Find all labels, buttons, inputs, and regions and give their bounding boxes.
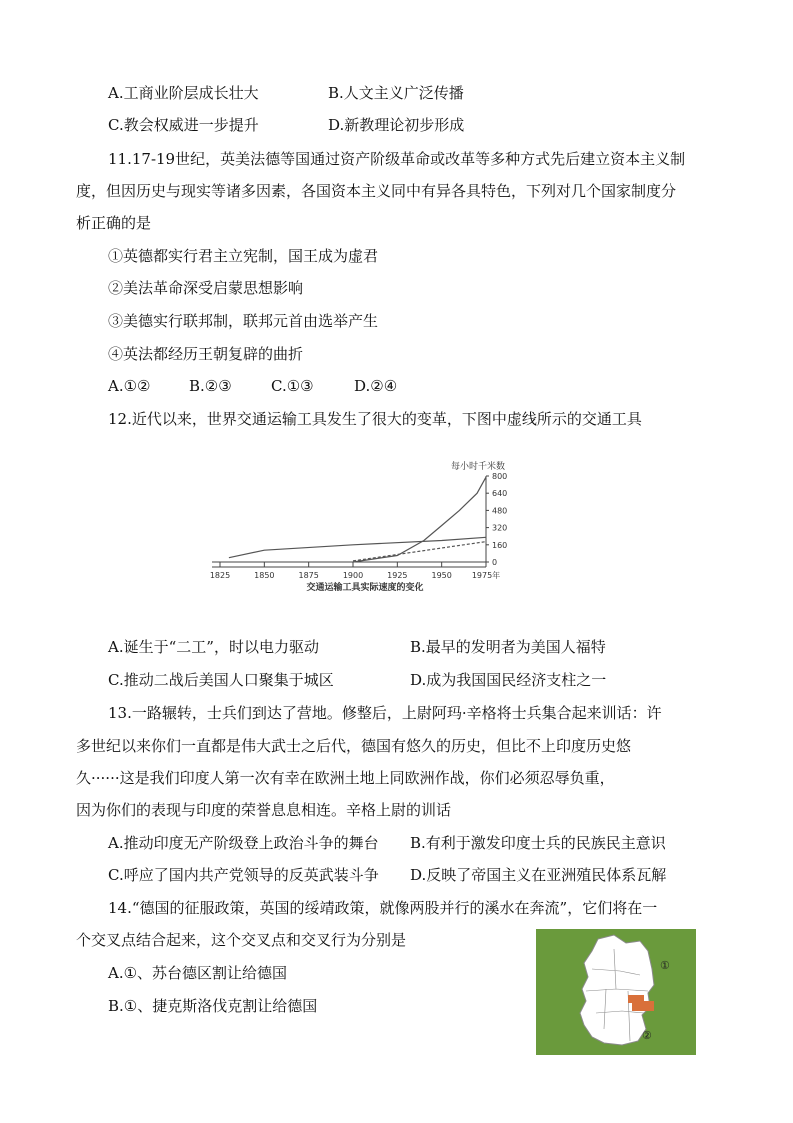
q13-option-b: B.有利于激发印度士兵的民族民主意识 bbox=[410, 834, 666, 852]
q12-stem: 12.近代以来，世界交通运输工具发生了很大的变革，下图中虚线所示的交通工具 bbox=[108, 410, 642, 428]
q11-item-1: ①英德都实行君主立宪制，国王成为虚君 bbox=[108, 247, 379, 265]
chart-y-ticks bbox=[486, 472, 507, 567]
q11-item-3: ③美德实行联邦制，联邦元首由选举产生 bbox=[108, 312, 379, 330]
q13-option-d: D.反映了帝国主义在亚洲殖民体系瓦解 bbox=[410, 866, 667, 884]
q13-stem-line-2: 多世纪以来你们一直都是伟大武士之后代，德国有悠久的历史，但比不上印度历史悠 bbox=[76, 737, 632, 755]
q13-option-c: C.呼应了国内共产党领导的反英武装斗争 bbox=[108, 866, 379, 884]
q11-option-c: C.①③ bbox=[271, 377, 314, 395]
q14-option-a: A.①、苏台德区割让给德国 bbox=[108, 964, 288, 982]
chart-x-tick-label: 1975年 bbox=[471, 571, 501, 580]
map-label-2: ② bbox=[642, 1029, 652, 1042]
chart-y-tick-label: 160 bbox=[492, 540, 508, 550]
chart-series-line-2 bbox=[353, 477, 486, 562]
chart-x-tick-label: 1925 bbox=[387, 571, 408, 580]
chart-ylabel: 每小时千米数 bbox=[450, 462, 506, 472]
q12-option-c: C.推动二战后美国人口聚集于城区 bbox=[108, 671, 334, 689]
q11-stem-line-1: 11.17-19世纪，英美法德等国通过资产阶级革命或改革等多种方式先后建立资本主义制 bbox=[108, 150, 686, 168]
chart-y-tick-label: 320 bbox=[492, 523, 508, 533]
q14-stem-line-1: 14.“德国的征服政策，英国的绥靖政策，就像两股并行的溪水在奔流”，它们将在一 bbox=[108, 899, 658, 917]
map-label-1: ① bbox=[660, 959, 670, 972]
q12-option-d: D.成为我国国民经济支柱之一 bbox=[410, 671, 607, 689]
q14-stem-line-2: 个交叉点结合起来，这个交叉点和交叉行为分别是 bbox=[76, 931, 407, 949]
germany-map bbox=[536, 929, 696, 1055]
chart-series-dashed bbox=[353, 542, 486, 561]
chart-x-tick-label: 1950 bbox=[431, 571, 452, 580]
chart-axes bbox=[212, 476, 486, 567]
q10-option-c: C.教会权威进一步提升 bbox=[108, 116, 259, 134]
chart-x-tick-label: 1825 bbox=[209, 571, 231, 580]
q12-option-b: B.最早的发明者为美国人福特 bbox=[410, 638, 606, 656]
q11-option-b: B.②③ bbox=[189, 377, 232, 395]
q10-option-b: B.人文主义广泛传播 bbox=[328, 84, 464, 102]
chart-series bbox=[229, 477, 486, 562]
q11-stem-line-2: 度，但因历史与现实等诸多因素，各国资本主义同中有异各具特色，下列对几个国家制度分 bbox=[76, 182, 677, 200]
speed-chart bbox=[200, 452, 520, 602]
chart-y-tick-label: 480 bbox=[492, 506, 508, 516]
q14-option-b: B.①、捷克斯洛伐克割让给德国 bbox=[108, 997, 318, 1015]
chart-y-tick-label: 640 bbox=[492, 489, 508, 499]
q11-stem-line-3: 析正确的是 bbox=[76, 214, 152, 232]
chart-x-tick-label: 1875 bbox=[298, 571, 319, 580]
highlight-region bbox=[632, 1001, 654, 1011]
q10-option-a: A.工商业阶层成长壮大 bbox=[108, 84, 259, 102]
q11-option-d: D.②④ bbox=[354, 377, 398, 395]
chart-x-tick-label: 1900 bbox=[342, 571, 364, 580]
q11-item-4: ④英法都经历王朝复辟的曲折 bbox=[108, 345, 304, 363]
chart-y-tick-label: 800 bbox=[492, 472, 508, 481]
q13-stem-line-4: 因为你们的表现与印度的荣誉息息相连。辛格上尉的训话 bbox=[76, 801, 452, 819]
q12-option-a: A.诞生于“二工”，时以电力驱动 bbox=[108, 638, 319, 656]
chart-x-tick-label: 1850 bbox=[254, 571, 275, 580]
q13-stem-line-3: 久······这是我们印度人第一次有幸在欧洲土地上同欧洲作战，你们必须忍辱负重， bbox=[76, 769, 615, 787]
q11-item-2: ②美法革命深受启蒙思想影响 bbox=[108, 279, 304, 297]
q11-option-a: A.①② bbox=[108, 377, 151, 395]
chart-y-tick-label: 0 bbox=[492, 558, 498, 567]
chart-title: 交通运输工具实际速度的变化 bbox=[306, 583, 424, 593]
q13-stem-line-1: 13.一路辗转，士兵们到达了营地。修整后，上尉阿玛·辛格将士兵集合起来训话：许 bbox=[108, 704, 662, 722]
q13-option-a: A.推动印度无产阶级登上政治斗争的舞台 bbox=[108, 834, 379, 852]
q10-option-d: D.新教理论初步形成 bbox=[328, 116, 465, 134]
chart-x-ticks bbox=[210, 562, 500, 580]
